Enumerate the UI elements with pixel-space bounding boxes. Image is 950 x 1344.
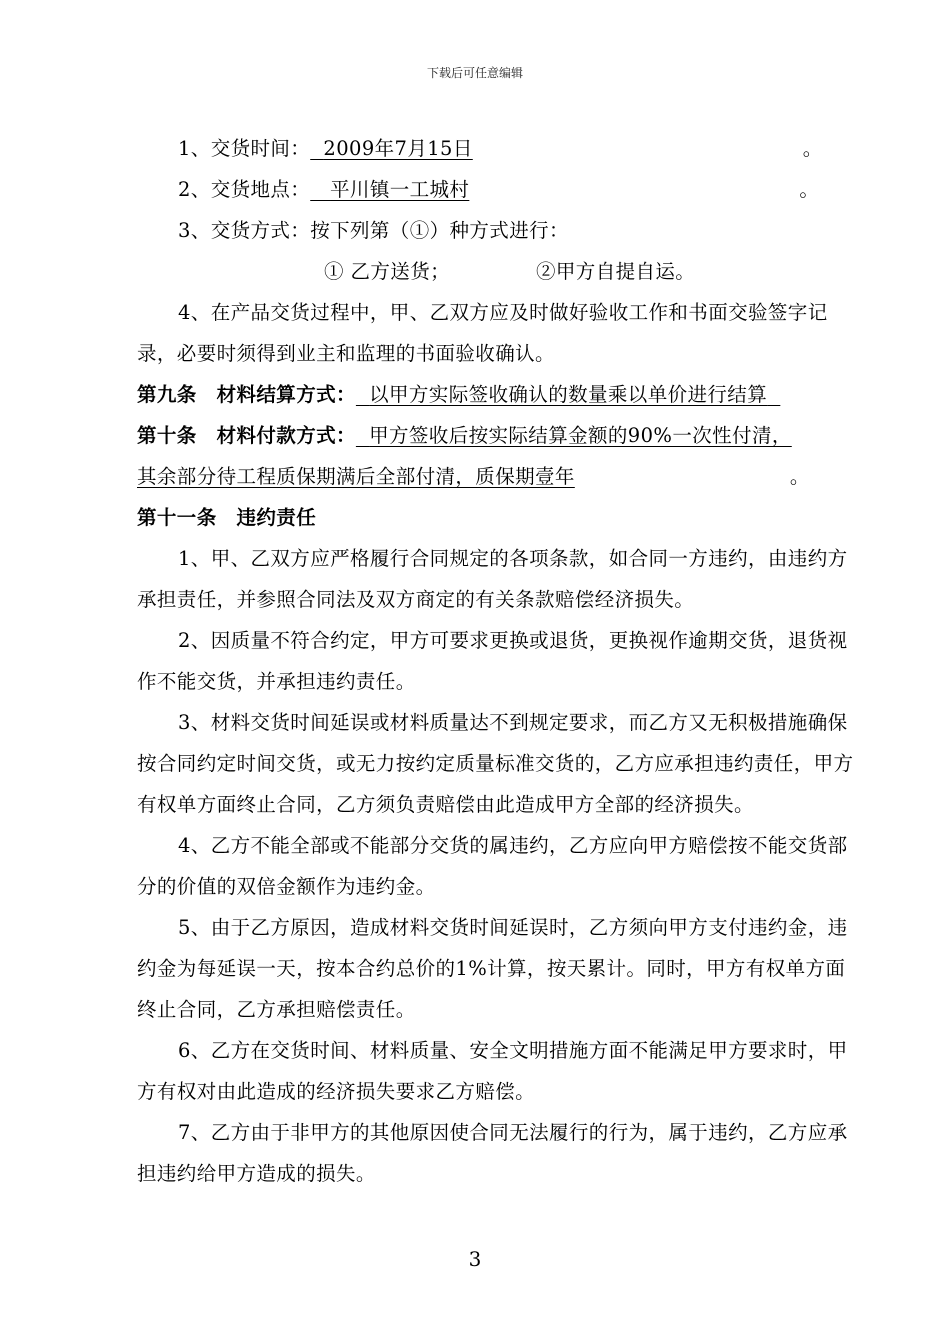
article-10-value-1: 甲方签收后按实际结算金额的90%一次性付清，	[369, 424, 792, 447]
delivery-inspection: 4、在产品交货过程中，甲、乙双方应及时做好验收工作和书面交验签字记录，必要时须得到业主和监理的书面验收确认。	[137, 301, 828, 365]
article-11-item-4: 4、乙方不能全部或不能部分交货的属违约，乙方应向甲方赔偿按不能交货部分的价值的双倍金额作为违约金。	[137, 834, 848, 898]
page-number: 3	[468, 1247, 482, 1271]
article-11-item-7: 7、乙方由于非甲方的其他原因使合同无法履行的行为，属于违约，乙方应承担违约给甲方造成的损失。	[137, 1121, 848, 1185]
article-9-value: 以甲方实际签收确认的数量乘以单价进行结算	[369, 383, 768, 406]
delivery-place-label: 2、交货地点：	[178, 178, 311, 201]
article-10-end: 。	[789, 465, 810, 488]
article-10-line-2	[137, 456, 861, 497]
article-11-title: 第十一条 违约责任	[137, 506, 317, 529]
delivery-place-line	[137, 169, 861, 210]
article-9-line	[137, 374, 861, 415]
article-10-line-1	[137, 415, 861, 456]
delivery-time-label: 1、交货时间：	[178, 137, 311, 160]
delivery-time-line	[137, 128, 861, 169]
article-11-item-6: 6、乙方在交货时间、材料质量、安全文明措施方面不能满足甲方要求时，甲方有权对由此造成的经济损失要求乙方赔偿。	[137, 1039, 848, 1103]
delivery-option-1: ① 乙方送货；	[324, 260, 450, 283]
article-11-item-2: 2、因质量不符合约定，甲方可要求更换或退货，更换视作逾期交货，退货视作不能交货，并承担违约责任。	[137, 629, 848, 693]
delivery-place-value: 平川镇一工城村	[330, 178, 470, 201]
delivery-method-options	[137, 251, 861, 292]
contract-body	[137, 128, 861, 1194]
article-11-item-1: 1、甲、乙双方应严格履行合同规定的各项条款，如合同一方违约，由违约方承担责任，并参照合同法及双方商定的有关条款赔偿经济损失。	[137, 547, 848, 611]
delivery-time-value: 2009年7月15日	[323, 137, 473, 160]
header-watermark: 下载后可任意编辑	[426, 66, 523, 80]
article-10-title: 第十条 材料付款方式：	[137, 424, 356, 447]
article-11-item-5: 5、由于乙方原因，造成材料交货时间延误时，乙方须向甲方支付违约金，违约金为每延误一天，按本合约总价的1%计算，按天累计。同时，甲方有权单方面终止合同，乙方承担赔偿责任。	[137, 916, 848, 1021]
article-9-title: 第九条 材料结算方式：	[137, 383, 356, 406]
article-10-value-2: 其余部分待工程质保期满后全部付清，质保期壹年	[137, 465, 575, 488]
delivery-place-end: 。	[799, 178, 820, 201]
delivery-option-2: ②甲方自提自运。	[536, 260, 696, 283]
article-11-item-3: 3、材料交货时间延误或材料质量达不到规定要求，而乙方又无积极措施确保按合同约定时间交货，或无力按约定质量标准交货的，乙方应承担违约责任，甲方有权单方面终止合同，乙方须负责赔偿由此造成甲方全部的经济损失。	[137, 711, 854, 816]
delivery-method-line: 3、交货方式：按下列第（①）种方式进行：	[178, 219, 569, 242]
delivery-time-end: 。	[802, 137, 823, 160]
